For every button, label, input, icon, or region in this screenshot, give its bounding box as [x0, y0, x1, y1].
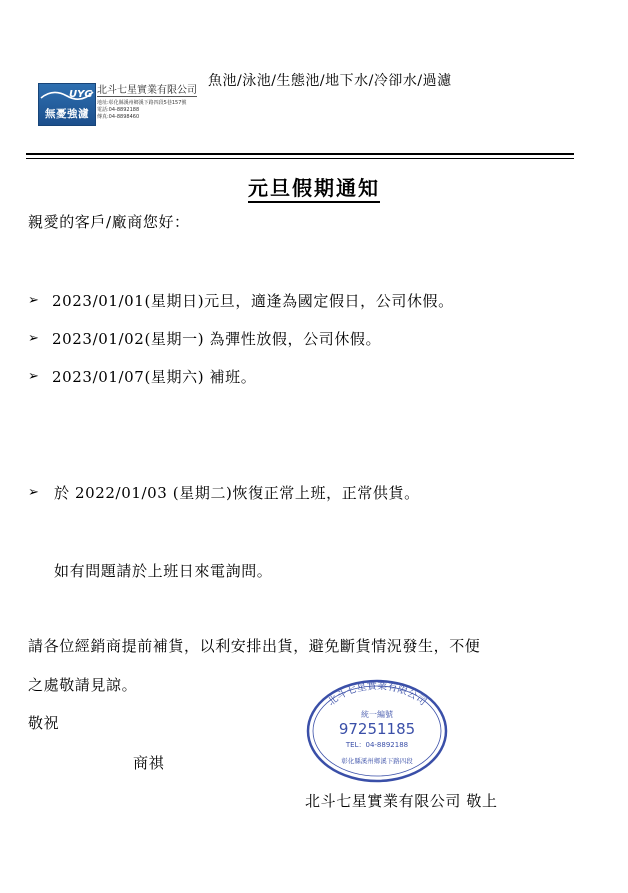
arrow-bullet-icon: ➢: [28, 331, 39, 346]
company-address: 地址:彰化縣溪州鄉溪下路四段5巷157號: [97, 100, 187, 106]
company-name: 北斗七星實業有限公司: [97, 85, 197, 96]
inquiry-text: 如有問題請於上班日來電詢問。: [54, 562, 273, 580]
greeting: 親愛的客戶/廠商您好：: [28, 213, 190, 231]
company-phone: 電話:04-8892188: [97, 107, 140, 113]
logo-brand: UYG: [69, 89, 93, 100]
seal-label: 統一編號: [361, 710, 393, 719]
wish: 商祺: [133, 754, 165, 772]
arrow-bullet-icon: ➢: [28, 369, 39, 384]
company-seal: [306, 679, 448, 783]
svg-text:北斗七星實業有限公司: 北斗七星實業有限公司: [325, 680, 429, 709]
company-logo: [38, 83, 96, 126]
request-line-1: 請各位經銷商提前補貨，以利安排出貨，避免斷貨情況發生，不便: [28, 637, 481, 655]
bullet-item: 2023/01/01(星期日)元旦，適逢為國定假日，公司休假。: [52, 292, 454, 310]
resume-notice: 於 2022/01/03 (星期二)恢復正常上班，正常供貨。: [54, 484, 420, 502]
svg-text:彰化縣溪州鄉溪下路四段: 彰化縣溪州鄉溪下路四段: [341, 757, 413, 765]
services-list: 魚池/泳池/生態池/地下水/冷卻水/過濾: [208, 73, 452, 89]
arrow-bullet-icon: ➢: [28, 293, 39, 308]
bullet-item: 2023/01/02(星期一) 為彈性放假，公司休假。: [52, 330, 382, 348]
arrow-bullet-icon: ➢: [28, 485, 39, 500]
logo-text: 無憂強濾: [45, 108, 89, 120]
closing: 敬祝: [28, 714, 60, 732]
logo-wave-icon: [39, 84, 95, 104]
bullet-item: 2023/01/07(星期六) 補班。: [52, 368, 257, 386]
seal-phone: TEL：04-8892188: [345, 741, 409, 749]
notice-title: 元旦假期通知: [0, 172, 628, 201]
signature: 北斗七星實業有限公司 敬上: [305, 792, 498, 810]
header-rule-thin: [26, 158, 574, 159]
divider: [97, 96, 197, 97]
request-line-2: 之處敬請見諒。: [28, 676, 138, 694]
seal-number: 97251185: [338, 720, 416, 738]
company-fax: 傳真:04-8898460: [97, 114, 140, 120]
header-rule: [26, 153, 574, 155]
